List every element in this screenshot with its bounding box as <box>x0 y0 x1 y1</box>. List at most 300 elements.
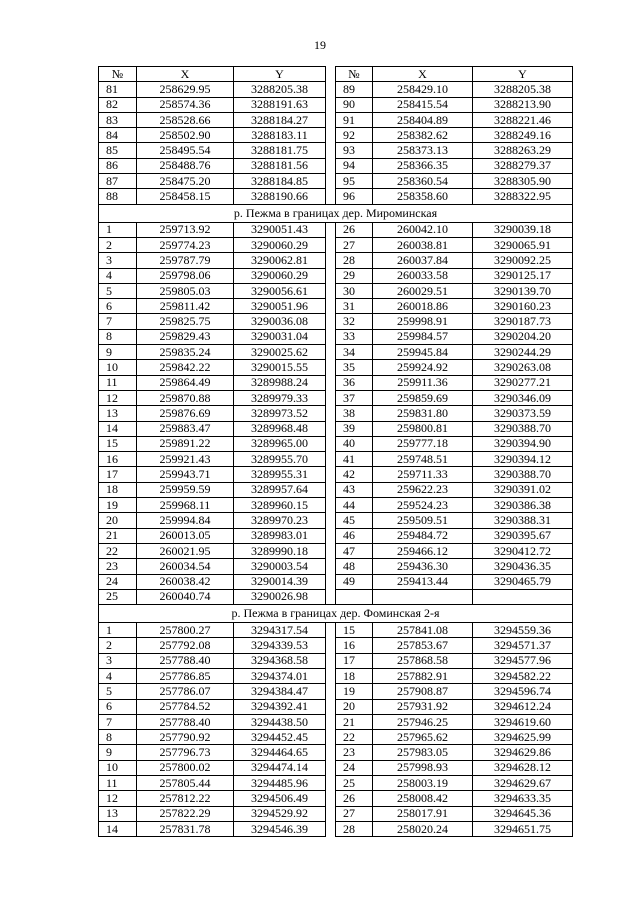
y-coordinate: 3288213.90 <box>473 97 573 112</box>
point-number: 2 <box>99 237 137 252</box>
y-coordinate: 3294529.92 <box>234 806 326 821</box>
point-number: 88 <box>99 189 137 204</box>
column-separator <box>326 482 336 497</box>
point-number: 83 <box>99 112 137 127</box>
point-number: 26 <box>336 791 373 806</box>
y-coordinate: 3288184.27 <box>234 112 326 127</box>
point-number: 90 <box>336 97 373 112</box>
column-separator <box>326 653 336 668</box>
point-number: 81 <box>99 82 137 97</box>
point-number: 45 <box>336 513 373 528</box>
x-coordinate: 257822.29 <box>137 806 234 821</box>
y-coordinate: 3294368.58 <box>234 653 326 668</box>
point-number: 27 <box>336 806 373 821</box>
y-coordinate: 3290436.35 <box>473 559 573 574</box>
x-coordinate: 257841.08 <box>373 623 473 638</box>
x-coordinate <box>373 589 473 604</box>
point-number: 47 <box>336 543 373 558</box>
x-coordinate: 257786.85 <box>137 668 234 683</box>
table-row <box>99 699 573 714</box>
y-coordinate: 3290391.02 <box>473 482 573 497</box>
point-number: 44 <box>336 498 373 513</box>
x-coordinate: 259829.43 <box>137 329 234 344</box>
y-coordinate: 3290025.62 <box>234 345 326 360</box>
point-number: 86 <box>99 158 137 173</box>
point-number: 18 <box>336 668 373 683</box>
point-number: 11 <box>99 375 137 390</box>
column-separator <box>326 158 336 173</box>
y-coordinate: 3290412.72 <box>473 543 573 558</box>
y-coordinate: 3289965.00 <box>234 436 326 451</box>
point-number: 17 <box>99 467 137 482</box>
y-coordinate: 3289955.31 <box>234 467 326 482</box>
x-coordinate: 257908.87 <box>373 684 473 699</box>
x-coordinate: 260037.84 <box>373 253 473 268</box>
column-separator <box>326 467 336 482</box>
coordinates-table <box>98 66 573 837</box>
y-coordinate: 3294628.12 <box>473 760 573 775</box>
column-separator <box>326 189 336 204</box>
y-coordinate: 3290277.21 <box>473 375 573 390</box>
point-number: 8 <box>99 329 137 344</box>
y-coordinate: 3289990.18 <box>234 543 326 558</box>
table-row <box>99 559 573 574</box>
x-coordinate: 259864.49 <box>137 375 234 390</box>
y-coordinate: 3289968.48 <box>234 421 326 436</box>
table-row <box>99 158 573 173</box>
y-coordinate: 3288191.63 <box>234 97 326 112</box>
table-row <box>99 528 573 543</box>
y-coordinate: 3290026.98 <box>234 589 326 604</box>
y-coordinate: 3290395.67 <box>473 528 573 543</box>
point-number: 10 <box>99 760 137 775</box>
x-coordinate: 257946.25 <box>373 714 473 729</box>
point-number: 8 <box>99 730 137 745</box>
section-title-row <box>99 605 573 623</box>
y-coordinate: 3288190.66 <box>234 189 326 204</box>
y-coordinate: 3288322.95 <box>473 189 573 204</box>
x-coordinate: 257868.58 <box>373 653 473 668</box>
table-row <box>99 329 573 344</box>
x-coordinate: 259436.30 <box>373 559 473 574</box>
table-row <box>99 421 573 436</box>
column-separator <box>326 559 336 574</box>
point-number: 28 <box>336 821 373 836</box>
column-separator <box>326 253 336 268</box>
x-coordinate: 259994.84 <box>137 513 234 528</box>
point-number: 4 <box>99 268 137 283</box>
point-number: 9 <box>99 345 137 360</box>
header-x-right: X <box>373 67 473 82</box>
y-coordinate: 3290346.09 <box>473 390 573 405</box>
point-number <box>336 589 373 604</box>
point-number: 20 <box>99 513 137 528</box>
x-coordinate: 259891.22 <box>137 436 234 451</box>
y-coordinate: 3290388.31 <box>473 513 573 528</box>
point-number: 95 <box>336 174 373 189</box>
point-number: 24 <box>99 574 137 589</box>
y-coordinate: 3290244.29 <box>473 345 573 360</box>
x-coordinate: 259883.47 <box>137 421 234 436</box>
y-coordinate: 3288184.85 <box>234 174 326 189</box>
point-number: 40 <box>336 436 373 451</box>
y-coordinate <box>473 589 573 604</box>
x-coordinate: 259945.84 <box>373 345 473 360</box>
column-separator <box>326 699 336 714</box>
point-number: 23 <box>336 745 373 760</box>
column-separator <box>326 222 336 237</box>
x-coordinate: 259774.23 <box>137 237 234 252</box>
x-coordinate: 258502.90 <box>137 128 234 143</box>
table-row <box>99 806 573 821</box>
y-coordinate: 3290015.55 <box>234 360 326 375</box>
x-coordinate: 257788.40 <box>137 653 234 668</box>
point-number: 87 <box>99 174 137 189</box>
table-row <box>99 638 573 653</box>
x-coordinate: 259798.06 <box>137 268 234 283</box>
table-row <box>99 360 573 375</box>
x-coordinate: 259924.92 <box>373 360 473 375</box>
point-number: 28 <box>336 253 373 268</box>
table-row <box>99 498 573 513</box>
point-number: 22 <box>99 543 137 558</box>
table-row <box>99 174 573 189</box>
point-number: 85 <box>99 143 137 158</box>
column-separator <box>326 623 336 638</box>
point-number: 11 <box>99 776 137 791</box>
y-coordinate: 3288205.38 <box>473 82 573 97</box>
y-coordinate: 3288205.38 <box>234 82 326 97</box>
point-number: 33 <box>336 329 373 344</box>
x-coordinate: 259835.24 <box>137 345 234 360</box>
x-coordinate: 259713.92 <box>137 222 234 237</box>
point-number: 16 <box>336 638 373 653</box>
x-coordinate: 258528.66 <box>137 112 234 127</box>
y-coordinate: 3288181.75 <box>234 143 326 158</box>
x-coordinate: 257784.52 <box>137 699 234 714</box>
x-coordinate: 259968.11 <box>137 498 234 513</box>
column-separator <box>326 299 336 314</box>
page-number: 19 <box>314 38 326 52</box>
y-coordinate: 3294625.99 <box>473 730 573 745</box>
x-coordinate: 259787.79 <box>137 253 234 268</box>
y-coordinate: 3290204.20 <box>473 329 573 344</box>
y-coordinate: 3294577.96 <box>473 653 573 668</box>
y-coordinate: 3288263.29 <box>473 143 573 158</box>
x-coordinate: 257965.62 <box>373 730 473 745</box>
table-row <box>99 283 573 298</box>
header-x-left: X <box>137 67 234 82</box>
point-number: 6 <box>99 699 137 714</box>
point-number: 49 <box>336 574 373 589</box>
y-coordinate: 3290388.70 <box>473 421 573 436</box>
x-coordinate: 259943.71 <box>137 467 234 482</box>
point-number: 93 <box>336 143 373 158</box>
table-row <box>99 97 573 112</box>
y-coordinate: 3294582.22 <box>473 668 573 683</box>
table-row <box>99 760 573 775</box>
column-separator <box>326 436 336 451</box>
x-coordinate: 257786.07 <box>137 684 234 699</box>
x-coordinate: 259805.03 <box>137 283 234 298</box>
point-number: 48 <box>336 559 373 574</box>
column-separator <box>326 821 336 836</box>
y-coordinate: 3294485.96 <box>234 776 326 791</box>
table-row <box>99 268 573 283</box>
header-num-right: № <box>336 67 373 82</box>
y-coordinate: 3294374.01 <box>234 668 326 683</box>
column-separator <box>326 82 336 97</box>
y-coordinate: 3288183.11 <box>234 128 326 143</box>
table-row <box>99 452 573 467</box>
y-coordinate: 3294317.54 <box>234 623 326 638</box>
point-number: 6 <box>99 299 137 314</box>
x-coordinate: 258488.76 <box>137 158 234 173</box>
x-coordinate: 258415.54 <box>373 97 473 112</box>
x-coordinate: 258475.20 <box>137 174 234 189</box>
y-coordinate: 3290388.70 <box>473 467 573 482</box>
table-row <box>99 791 573 806</box>
y-coordinate: 3288249.16 <box>473 128 573 143</box>
table-row <box>99 375 573 390</box>
point-number: 23 <box>99 559 137 574</box>
column-separator <box>326 345 336 360</box>
point-number: 3 <box>99 653 137 668</box>
column-separator <box>326 329 336 344</box>
column-separator <box>326 375 336 390</box>
table-row <box>99 745 573 760</box>
table-row <box>99 482 573 497</box>
y-coordinate: 3294559.36 <box>473 623 573 638</box>
x-coordinate: 258495.54 <box>137 143 234 158</box>
column-separator <box>326 390 336 405</box>
y-coordinate: 3290160.23 <box>473 299 573 314</box>
y-coordinate: 3290386.38 <box>473 498 573 513</box>
column-separator <box>326 268 336 283</box>
column-separator <box>326 684 336 699</box>
table-row <box>99 821 573 836</box>
point-number: 24 <box>336 760 373 775</box>
x-coordinate: 258382.62 <box>373 128 473 143</box>
y-coordinate: 3290003.54 <box>234 559 326 574</box>
x-coordinate: 259921.43 <box>137 452 234 467</box>
point-number: 15 <box>336 623 373 638</box>
y-coordinate: 3294629.86 <box>473 745 573 760</box>
y-coordinate: 3290036.08 <box>234 314 326 329</box>
table-row <box>99 653 573 668</box>
point-number: 13 <box>99 806 137 821</box>
table-row <box>99 253 573 268</box>
x-coordinate: 259859.69 <box>373 390 473 405</box>
table-row <box>99 222 573 237</box>
y-coordinate: 3294645.36 <box>473 806 573 821</box>
table-row <box>99 237 573 252</box>
point-number: 41 <box>336 452 373 467</box>
point-number: 1 <box>99 222 137 237</box>
x-coordinate: 258020.24 <box>373 821 473 836</box>
column-separator <box>326 452 336 467</box>
point-number: 1 <box>99 623 137 638</box>
x-coordinate: 260042.10 <box>373 222 473 237</box>
table-row <box>99 189 573 204</box>
x-coordinate: 257788.40 <box>137 714 234 729</box>
x-coordinate: 259870.88 <box>137 390 234 405</box>
point-number: 9 <box>99 745 137 760</box>
x-coordinate: 259876.69 <box>137 406 234 421</box>
y-coordinate: 3289988.24 <box>234 375 326 390</box>
y-coordinate: 3290263.08 <box>473 360 573 375</box>
y-coordinate: 3290062.81 <box>234 253 326 268</box>
point-number: 84 <box>99 128 137 143</box>
column-separator <box>326 791 336 806</box>
x-coordinate: 257790.92 <box>137 730 234 745</box>
x-coordinate: 258458.15 <box>137 189 234 204</box>
point-number: 35 <box>336 360 373 375</box>
point-number: 43 <box>336 482 373 497</box>
column-separator <box>326 668 336 683</box>
table-row <box>99 467 573 482</box>
x-coordinate: 257882.91 <box>373 668 473 683</box>
y-coordinate: 3294339.53 <box>234 638 326 653</box>
x-coordinate: 259711.33 <box>373 467 473 482</box>
x-coordinate: 258003.19 <box>373 776 473 791</box>
x-coordinate: 257792.08 <box>137 638 234 653</box>
section-title-row <box>99 204 573 222</box>
column-separator <box>326 760 336 775</box>
point-number: 19 <box>99 498 137 513</box>
y-coordinate: 3294571.37 <box>473 638 573 653</box>
y-coordinate: 3289970.23 <box>234 513 326 528</box>
table-row <box>99 390 573 405</box>
y-coordinate: 3290051.43 <box>234 222 326 237</box>
point-number: 4 <box>99 668 137 683</box>
x-coordinate: 259413.44 <box>373 574 473 589</box>
x-coordinate: 260021.95 <box>137 543 234 558</box>
column-separator <box>326 776 336 791</box>
y-coordinate: 3294392.41 <box>234 699 326 714</box>
x-coordinate: 260038.42 <box>137 574 234 589</box>
point-number: 30 <box>336 283 373 298</box>
x-coordinate: 259911.36 <box>373 375 473 390</box>
column-separator <box>326 806 336 821</box>
x-coordinate: 259484.72 <box>373 528 473 543</box>
table-row <box>99 543 573 558</box>
x-coordinate: 259998.91 <box>373 314 473 329</box>
x-coordinate: 260013.05 <box>137 528 234 543</box>
x-coordinate: 258017.91 <box>373 806 473 821</box>
point-number: 25 <box>99 589 137 604</box>
header-y-left: Y <box>234 67 326 82</box>
table-row <box>99 714 573 729</box>
point-number: 91 <box>336 112 373 127</box>
table-row <box>99 436 573 451</box>
section-title: р. Пежма в границах дер. Мироминская <box>99 204 573 222</box>
table-row <box>99 684 573 699</box>
table-row <box>99 574 573 589</box>
y-coordinate: 3294546.39 <box>234 821 326 836</box>
point-number: 92 <box>336 128 373 143</box>
header-num-left: № <box>99 67 137 82</box>
point-number: 16 <box>99 452 137 467</box>
point-number: 10 <box>99 360 137 375</box>
table-row <box>99 668 573 683</box>
table-row <box>99 513 573 528</box>
column-separator <box>326 174 336 189</box>
x-coordinate: 258360.54 <box>373 174 473 189</box>
x-coordinate: 258404.89 <box>373 112 473 127</box>
point-number: 15 <box>99 436 137 451</box>
column-separator <box>326 543 336 558</box>
point-number: 20 <box>336 699 373 714</box>
y-coordinate: 3294438.50 <box>234 714 326 729</box>
y-coordinate: 3290394.12 <box>473 452 573 467</box>
column-separator <box>326 528 336 543</box>
y-coordinate: 3290051.96 <box>234 299 326 314</box>
table-header-row <box>99 67 573 82</box>
table-row <box>99 406 573 421</box>
point-number: 29 <box>336 268 373 283</box>
point-number: 31 <box>336 299 373 314</box>
y-coordinate: 3288305.90 <box>473 174 573 189</box>
x-coordinate: 258574.36 <box>137 97 234 112</box>
point-number: 46 <box>336 528 373 543</box>
point-number: 39 <box>336 421 373 436</box>
x-coordinate: 257800.02 <box>137 760 234 775</box>
x-coordinate: 257831.78 <box>137 821 234 836</box>
x-coordinate: 258429.10 <box>373 82 473 97</box>
x-coordinate: 259524.23 <box>373 498 473 513</box>
x-coordinate: 258373.13 <box>373 143 473 158</box>
table-row <box>99 82 573 97</box>
column-separator <box>326 589 336 604</box>
x-coordinate: 258008.42 <box>373 791 473 806</box>
point-number: 5 <box>99 684 137 699</box>
column-separator <box>326 421 336 436</box>
point-number: 7 <box>99 314 137 329</box>
y-coordinate: 3294619.60 <box>473 714 573 729</box>
header-y-right: Y <box>473 67 573 82</box>
y-coordinate: 3290056.61 <box>234 283 326 298</box>
x-coordinate: 259959.59 <box>137 482 234 497</box>
y-coordinate: 3290065.91 <box>473 237 573 252</box>
point-number: 14 <box>99 821 137 836</box>
y-coordinate: 3294629.67 <box>473 776 573 791</box>
x-coordinate: 259825.75 <box>137 314 234 329</box>
y-coordinate: 3290125.17 <box>473 268 573 283</box>
point-number: 18 <box>99 482 137 497</box>
y-coordinate: 3294384.47 <box>234 684 326 699</box>
point-number: 5 <box>99 283 137 298</box>
column-separator <box>326 638 336 653</box>
y-coordinate: 3290373.59 <box>473 406 573 421</box>
x-coordinate: 260040.74 <box>137 589 234 604</box>
y-coordinate: 3294506.49 <box>234 791 326 806</box>
x-coordinate: 260034.54 <box>137 559 234 574</box>
point-number: 27 <box>336 237 373 252</box>
y-coordinate: 3294596.74 <box>473 684 573 699</box>
x-coordinate: 259622.23 <box>373 482 473 497</box>
x-coordinate: 258366.35 <box>373 158 473 173</box>
x-coordinate: 259831.80 <box>373 406 473 421</box>
y-coordinate: 3294633.35 <box>473 791 573 806</box>
point-number: 89 <box>336 82 373 97</box>
point-number: 12 <box>99 390 137 405</box>
y-coordinate: 3288181.56 <box>234 158 326 173</box>
x-coordinate: 260029.51 <box>373 283 473 298</box>
x-coordinate: 258629.95 <box>137 82 234 97</box>
y-coordinate: 3294612.24 <box>473 699 573 714</box>
y-coordinate: 3294651.75 <box>473 821 573 836</box>
